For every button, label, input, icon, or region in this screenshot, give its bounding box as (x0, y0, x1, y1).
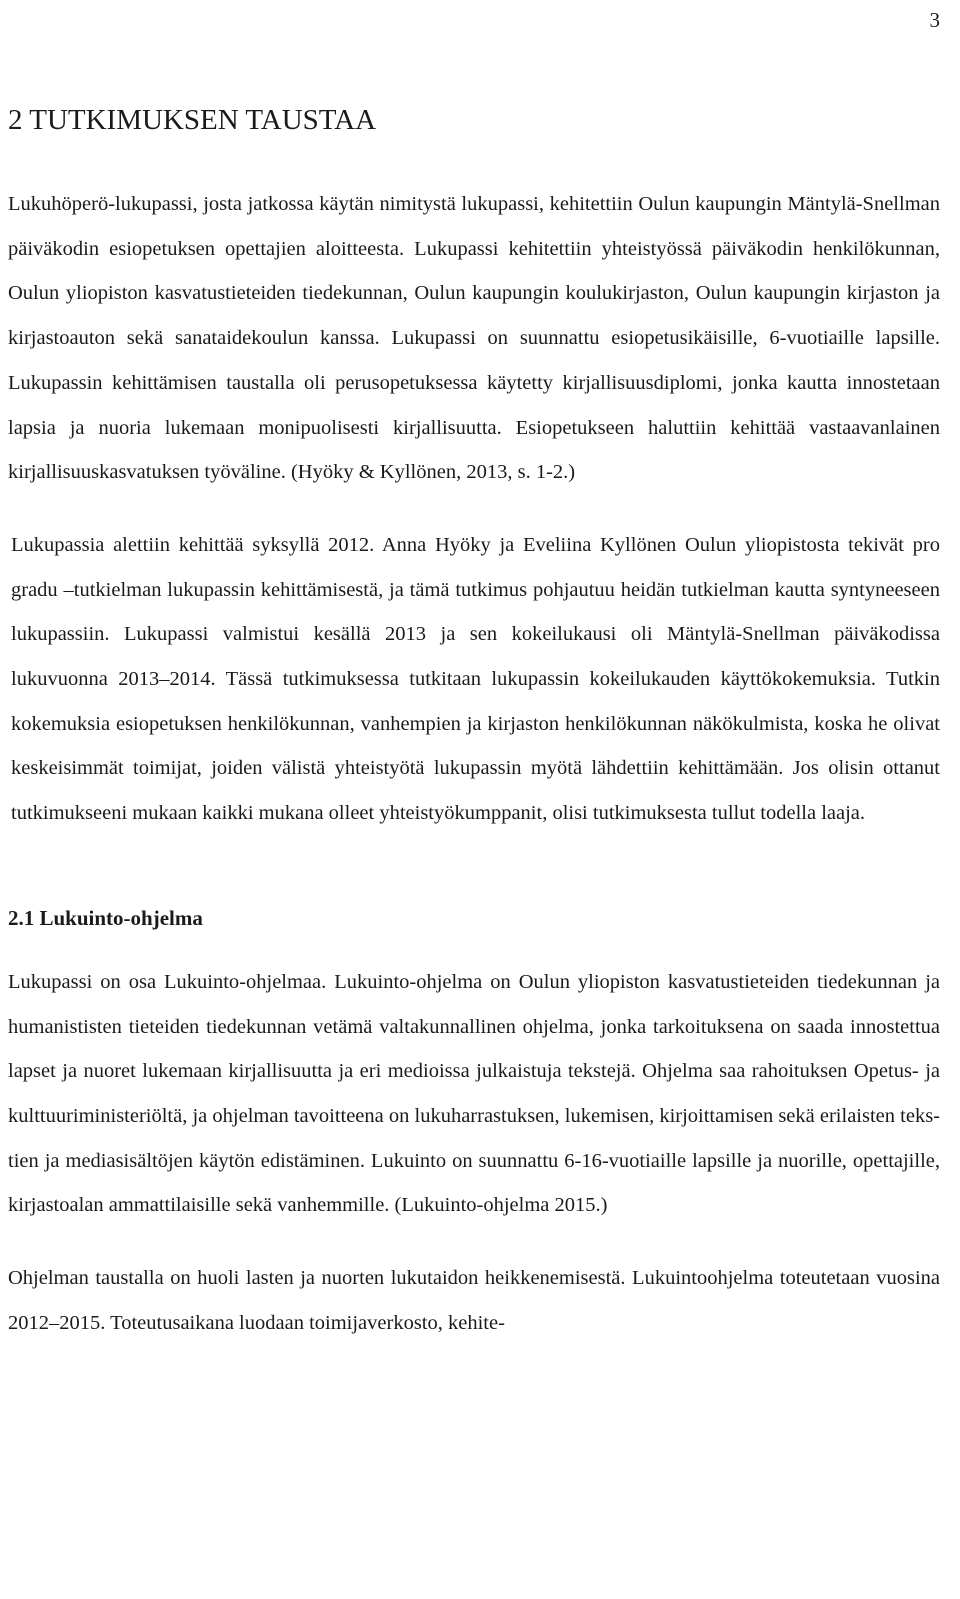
section-paragraph-2: Lukupassia alettiin kehittää syksyllä 2012. Anna Hyöky ja Eveliina Kyllönen Oulun yliopistosta tekivät pro gradu –tutkielman lukupassin kehittämisestä, ja tämä tutkimus pohjautuu heidän tutkielman kautta syntyneeseen lukupassiin. Lukupassi valmistui kesällä 2013 ja sen kokeilukausi oli Mäntylä-Snellman päiväkodissa lukuvuonna 2013–2014. Tässä tutkimuksessa tutkitaan lukupassin kokeilukauden käyttökokemuksia. Tutkin kokemuksia esiopetuksen henkilökunnan, vanhempien ja kirjaston henkilökunnan näkökulmista, koska he olivat keskeisimmät toimijat, joiden välistä yhteistyötä lukupassin myötä lähdettiin kehittämään. Jos olisin ottanut tutkimukseeni mukaan kaikki mukana olleet yhteistyökumppanit, olisi tutkimuksesta tullut todella laaja. (11, 533, 940, 825)
section-paragraph-1: Lukuhöperö-lukupassi, josta jatkossa käytän nimitystä lukupassi, kehitettiin Oulun kaupungin Mäntylä-Snellman päiväkodin esiopetuksen opettajien aloitteesta. Lukupassi kehitettiin yhteistyössä päiväkodin henkilökunnan, Oulun yliopiston kasvatustieteiden tiedekunnan, Oulun kaupungin koulukirjaston, Oulun kaupungin kirjaston ja kirjastoauton sekä sanataidekoulun kanssa. Lukupassi on suunnattu esiopetusikäisille, 6-vuotiaille lapsille. Lukupassin kehittämisen taustalla oli perusopetuksessa käytetty kirjallisuusdiplomi, jonka kautta innostetaan lapsia ja nuoria lukemaan monipuolisesti kirjallisuutta. Esiopetukseen haluttiin kehittää vastaavanlainen kirjallisuuskasvatuksen työväline. (Hyöky & Kyllönen, 2013, s. 1-2.) (8, 193, 940, 484)
subsection-paragraph-2: Ohjelman taustalla on huoli lasten ja nuorten lukutaidon heikkenemisestä. Lukuintoohjelma toteutetaan vuosina 2012–2015. Toteutusaikana luodaan toimijaverkosto, kehite- (8, 1267, 940, 1334)
subsection-heading: 2.1 Lukuinto-ohjelma (8, 905, 203, 930)
subsection-paragraph-1: Lukupassi on osa Lukuinto-ohjelmaa. Lukuinto-ohjelma on Oulun yliopiston kasvatustieteiden tiedekunnan ja humanististen tieteiden tiedekunnan vetämä valtakunnallinen ohjelma, jonka tarkoituksena on saada innostettua lapset ja nuoret lukemaan kirjallisuutta ja eri medioissa julkaistuja tekstejä. Ohjelma saa rahoituksen Opetus- ja kulttuuriministeriöltä, ja ohjelman tavoitteena on lukuharrastuksen, lukemisen, kirjoittamisen sekä erilaisten tekstien ja mediasisältöjen käytön edistäminen. Lukuinto on suunnattu 6-16-vuotiaille lapsille ja nuorille, opettajille, kirjastoalan ammattilaisille sekä vanhemmille. (Lukuinto-ohjelma 2015.) (8, 970, 940, 1217)
document-body (8, 98, 940, 1345)
section-heading: 2 TUTKIMUKSEN TAUSTAA (8, 104, 377, 136)
page-number: 3 (929, 8, 940, 32)
